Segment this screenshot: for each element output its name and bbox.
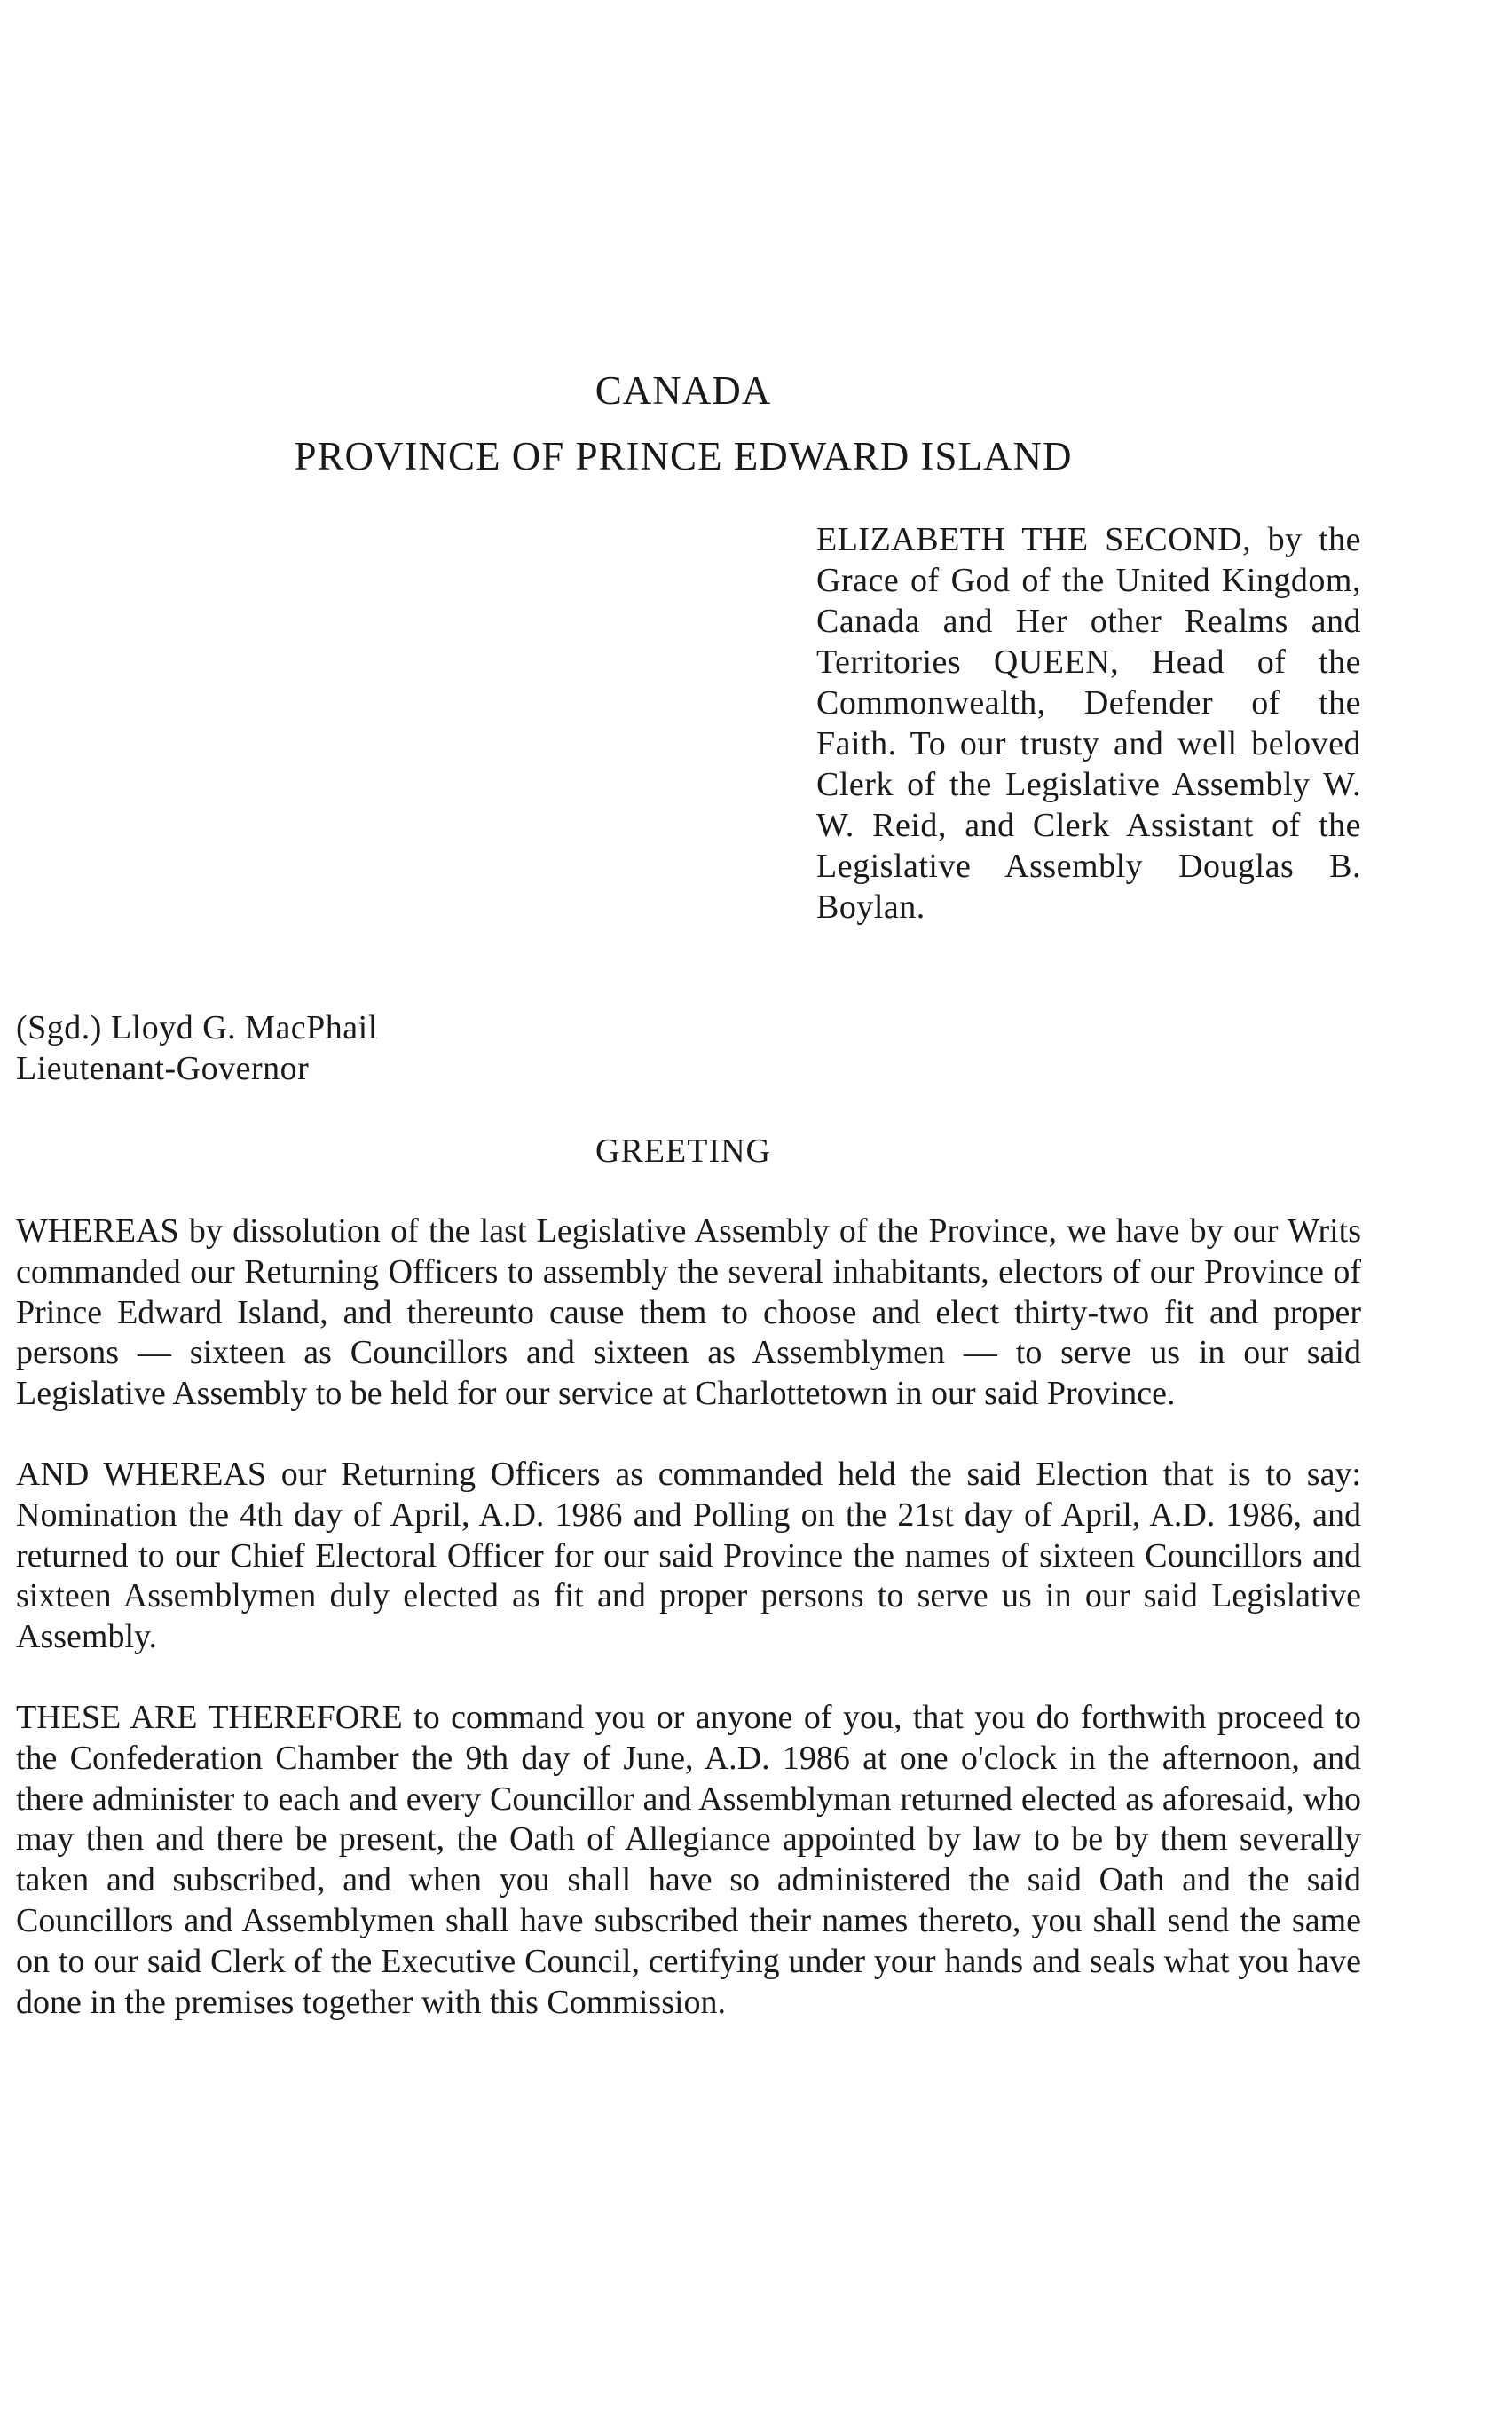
paragraph-and-whereas: AND WHEREAS our Returning Officers as commanded held the said Election that is to say: Nomination the 4th day of April, A.D. 1986 and Polling on the 21st day of April, A.D. 1986, and returned to our Chief Electoral Officer for our said Province the names of sixteen Councillors and sixteen Assemblymen duly elected as fit and proper persons to serve us in our said Legislative Assembly. <box>16 1455 1361 1656</box>
signature-block <box>16 1007 378 1089</box>
heading-province: PROVINCE OF PRINCE EDWARD ISLAND <box>294 434 1073 478</box>
commission-body <box>16 1212 1361 2063</box>
greeting-heading: GREETING <box>595 1133 771 1170</box>
royal-address: ELIZABETH THE SECOND, by the Grace of God of the United Kingdom, Canada and Her other Realms and Territories QUEEN, Head of the Commonwealth, Defender of the Faith. To our trusty and well beloved Clerk of the Legislative Assembly W. W. Reid, and Clerk Assistant of the Legislative Assembly Douglas B. Boylan. <box>816 521 1361 926</box>
signature-title: Lieutenant-Governor <box>16 1050 310 1087</box>
heading-country: CANADA <box>595 368 772 413</box>
paragraph-whereas: WHEREAS by dissolution of the last Legislative Assembly of the Province, we have by our Writs commanded our Returning Officers to assembly the several inhabitants, electors of our Province of Prince Edward Island, and thereunto cause them to choose and elect thirty-two fit and proper persons — sixteen as Councillors and sixteen as Assemblymen — to serve us in our said Legislative Assembly to be held for our service at Charlottetown in our said Province. <box>16 1212 1361 1413</box>
signature-name: (Sgd.) Lloyd G. MacPhail <box>16 1009 378 1046</box>
paragraph-therefore: THESE ARE THEREFORE to command you or anyone of you, that you do forthwith proceed to the Confederation Chamber the 9th day of June, A.D. 1986 at one o'clock in the afternoon, and there administer to each and every Councillor and Assemblyman returned elected as aforesaid, who may then and there be present, the Oath of Allegiance appointed by law to be by them severally taken and subscribed, and when you shall have so administered the said Oath and the said Councillors and Assemblymen shall have subscribed their names thereto, you shall send the same on to our said Clerk of the Executive Council, certifying under your hands and seals what you have done in the premises together with this Commission. <box>16 1698 1361 2021</box>
